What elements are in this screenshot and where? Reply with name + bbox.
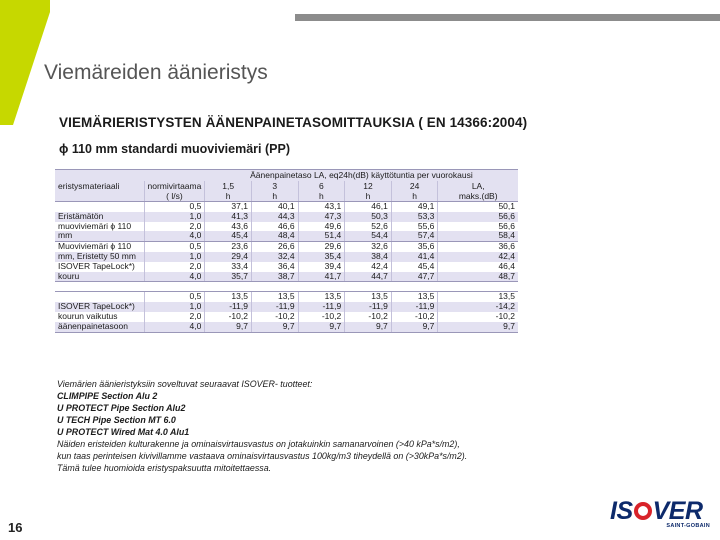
green-accent-shape [0, 0, 50, 125]
value-cell: 45,4 [391, 262, 438, 272]
value-cell: -11,9 [251, 302, 298, 312]
value-cell: -11,9 [298, 302, 345, 312]
value-cell: 48,4 [251, 231, 298, 241]
value-cell: 9,7 [298, 322, 345, 332]
value-cell: -11,9 [391, 302, 438, 312]
notes-text-line: Tämä tulee huomioida eristyspaksuutta mitoitettaessa. [57, 463, 272, 473]
value-cell: 48,7 [438, 272, 518, 282]
product-list [57, 390, 467, 438]
table-header-col: h [205, 191, 252, 202]
logo-subtext: SAINT-GOBAIN [666, 523, 710, 529]
value-cell: 13,5 [438, 292, 518, 302]
table-header-col: 12 [345, 181, 392, 191]
value-cell: 36,6 [438, 242, 518, 252]
table-header-row [55, 181, 518, 191]
value-cell: 36,4 [251, 262, 298, 272]
product-item: U TECH Pipe Section MT 6.0 [57, 415, 176, 425]
table-header-col: h [251, 191, 298, 202]
value-cell: 32,6 [345, 242, 392, 252]
value-cell: 9,7 [438, 322, 518, 332]
product-item: U PROTECT Pipe Section Alu2 [57, 403, 186, 413]
material-cell: äänenpainetasoon [55, 322, 144, 332]
table-spacer-cell [55, 282, 518, 292]
value-cell: 39,4 [298, 262, 345, 272]
value-cell: 46,6 [251, 222, 298, 232]
table-header-flow: ( l/s) [144, 191, 205, 202]
table-header-blank [144, 170, 205, 182]
table-header-col: h [345, 191, 392, 202]
slide-title: Viemäreiden äänieristys [44, 61, 268, 84]
value-cell: 52,6 [345, 222, 392, 232]
value-cell: 53,3 [391, 212, 438, 222]
value-cell: 13,5 [345, 292, 392, 302]
table-header-col: maks.(dB) [438, 191, 518, 202]
logo-wordmark [610, 499, 714, 524]
flow-cell: 4,0 [144, 231, 205, 241]
flow-cell: 2,0 [144, 262, 205, 272]
value-cell: 56,6 [438, 222, 518, 232]
product-item: CLIMPIPE Section Alu 2 [57, 391, 158, 401]
value-cell: 38,4 [345, 252, 392, 262]
table-header-col: 24 [391, 181, 438, 191]
value-cell: -10,2 [205, 312, 252, 322]
value-cell: 54,4 [345, 231, 392, 241]
table-header-blank [55, 170, 144, 182]
value-cell: 50,3 [345, 212, 392, 222]
value-cell: 32,4 [251, 252, 298, 262]
value-cell: 35,7 [205, 272, 252, 282]
value-cell: 43,6 [205, 222, 252, 232]
value-cell: 33,4 [205, 262, 252, 272]
flow-cell: 2,0 [144, 312, 205, 322]
logo-text-right: VER [652, 497, 703, 525]
content-heading: VIEMÄRIERISTYSTEN ÄÄNENPAINETASOMITTAUKSIA ( EN 14366:2004) [59, 115, 528, 130]
value-cell: 58,4 [438, 231, 518, 241]
material-cell: kouru [55, 272, 144, 282]
table-header-material [55, 191, 144, 202]
logo-text-left: IS [610, 497, 633, 525]
value-cell: 40,1 [251, 202, 298, 212]
value-cell: 9,7 [391, 322, 438, 332]
value-cell: 43,1 [298, 202, 345, 212]
flow-cell: 1,0 [144, 302, 205, 312]
value-cell: 41,4 [391, 252, 438, 262]
value-cell: -14,2 [438, 302, 518, 312]
value-cell: 29,4 [205, 252, 252, 262]
value-cell: 9,7 [251, 322, 298, 332]
measurement-table [55, 169, 518, 333]
value-cell: -11,9 [345, 302, 392, 312]
content-subheading: ϕ 110 mm standardi muoviviemäri (PP) [59, 142, 290, 156]
value-cell: 35,4 [298, 252, 345, 262]
value-cell: 47,7 [391, 272, 438, 282]
table-spacer-row [55, 282, 518, 292]
value-cell: 57,4 [391, 231, 438, 241]
table-row [55, 272, 518, 282]
material-cell: Muoviviemäri ϕ 110 [55, 242, 144, 252]
material-cell: Eristämätön [55, 212, 144, 222]
table-header-material: eristysmateriaali [55, 181, 144, 191]
value-cell: 13,5 [251, 292, 298, 302]
value-cell: 41,7 [298, 272, 345, 282]
notes-intro: Viemärien äänieristyksiin soveltuvat seuraavat ISOVER- tuotteet: [57, 379, 313, 389]
value-cell: 13,5 [298, 292, 345, 302]
table-header-col: 6 [298, 181, 345, 191]
value-cell: 51,4 [298, 231, 345, 241]
flow-cell: 4,0 [144, 322, 205, 332]
table-header-super-row [55, 170, 518, 182]
value-cell: 35,6 [391, 242, 438, 252]
value-cell: 29,6 [298, 242, 345, 252]
value-cell: 26,6 [251, 242, 298, 252]
material-cell: mm, Eristetty 50 mm [55, 252, 144, 262]
value-cell: 44,3 [251, 212, 298, 222]
flow-cell: 1,0 [144, 212, 205, 222]
flow-cell: 1,0 [144, 252, 205, 262]
table-header-col: h [298, 191, 345, 202]
value-cell: 13,5 [391, 292, 438, 302]
notes-text-line: Näiden eristeiden kulturakenne ja ominaisvirtausvastus on jotakuinkin samanarvoinen (>40 kPa*s/m2), [57, 439, 460, 449]
table-row [55, 322, 518, 332]
value-cell: -10,2 [251, 312, 298, 322]
value-cell: 37,1 [205, 202, 252, 212]
material-cell: muoviviemäri ϕ 110 [55, 222, 144, 232]
value-cell: 42,4 [345, 262, 392, 272]
material-cell: ISOVER TapeLock*) [55, 262, 144, 272]
material-cell: ISOVER TapeLock*) [55, 302, 144, 312]
page-number: 16 [8, 520, 23, 535]
value-cell: -10,2 [298, 312, 345, 322]
value-cell: 13,5 [205, 292, 252, 302]
value-cell: 38,7 [251, 272, 298, 282]
table-header-col: h [391, 191, 438, 202]
flow-cell: 0,5 [144, 242, 205, 252]
value-cell: -10,2 [345, 312, 392, 322]
material-cell: mm [55, 231, 144, 241]
product-item: U PROTECT Wired Mat 4.0 Alu1 [57, 427, 190, 437]
flow-cell: 2,0 [144, 222, 205, 232]
logo-o-icon [634, 502, 652, 520]
top-gray-bar [295, 14, 720, 21]
table-header-col: 3 [251, 181, 298, 191]
value-cell: 23,6 [205, 242, 252, 252]
table-header-flow: normivirtaama [144, 181, 205, 191]
flow-cell: 0,5 [144, 292, 205, 302]
table-header-col: 1,5 [205, 181, 252, 191]
value-cell: -10,2 [391, 312, 438, 322]
value-cell: 47,3 [298, 212, 345, 222]
table-header-super: Äänenpainetaso LA, eq24h(dB) käyttötuntia per vuorokausi [205, 170, 518, 182]
value-cell: 9,7 [345, 322, 392, 332]
value-cell: -11,9 [205, 302, 252, 312]
table-header-row [55, 191, 518, 202]
value-cell: 46,4 [438, 262, 518, 272]
value-cell: 50,1 [438, 202, 518, 212]
value-cell: 55,6 [391, 222, 438, 232]
value-cell: -10,2 [438, 312, 518, 322]
flow-cell: 0,5 [144, 202, 205, 212]
notes-text-line: kun taas perinteisen kivivillamme vastaava ominaisvirtausvastus 100kg/m3 tiheydellä on (>30kPa*s/m2). [57, 451, 468, 461]
value-cell: 41,3 [205, 212, 252, 222]
value-cell: 9,7 [205, 322, 252, 332]
value-cell: 49,1 [391, 202, 438, 212]
isover-logo [610, 499, 714, 531]
value-cell: 44,7 [345, 272, 392, 282]
table-row [55, 231, 518, 241]
value-cell: 42,4 [438, 252, 518, 262]
product-notes [57, 378, 467, 474]
value-cell: 56,6 [438, 212, 518, 222]
value-cell: 49,6 [298, 222, 345, 232]
material-cell: kourun vaikutus [55, 312, 144, 322]
value-cell: 46,1 [345, 202, 392, 212]
flow-cell: 4,0 [144, 272, 205, 282]
table-header-col: LA, [438, 181, 518, 191]
value-cell: 45,4 [205, 231, 252, 241]
